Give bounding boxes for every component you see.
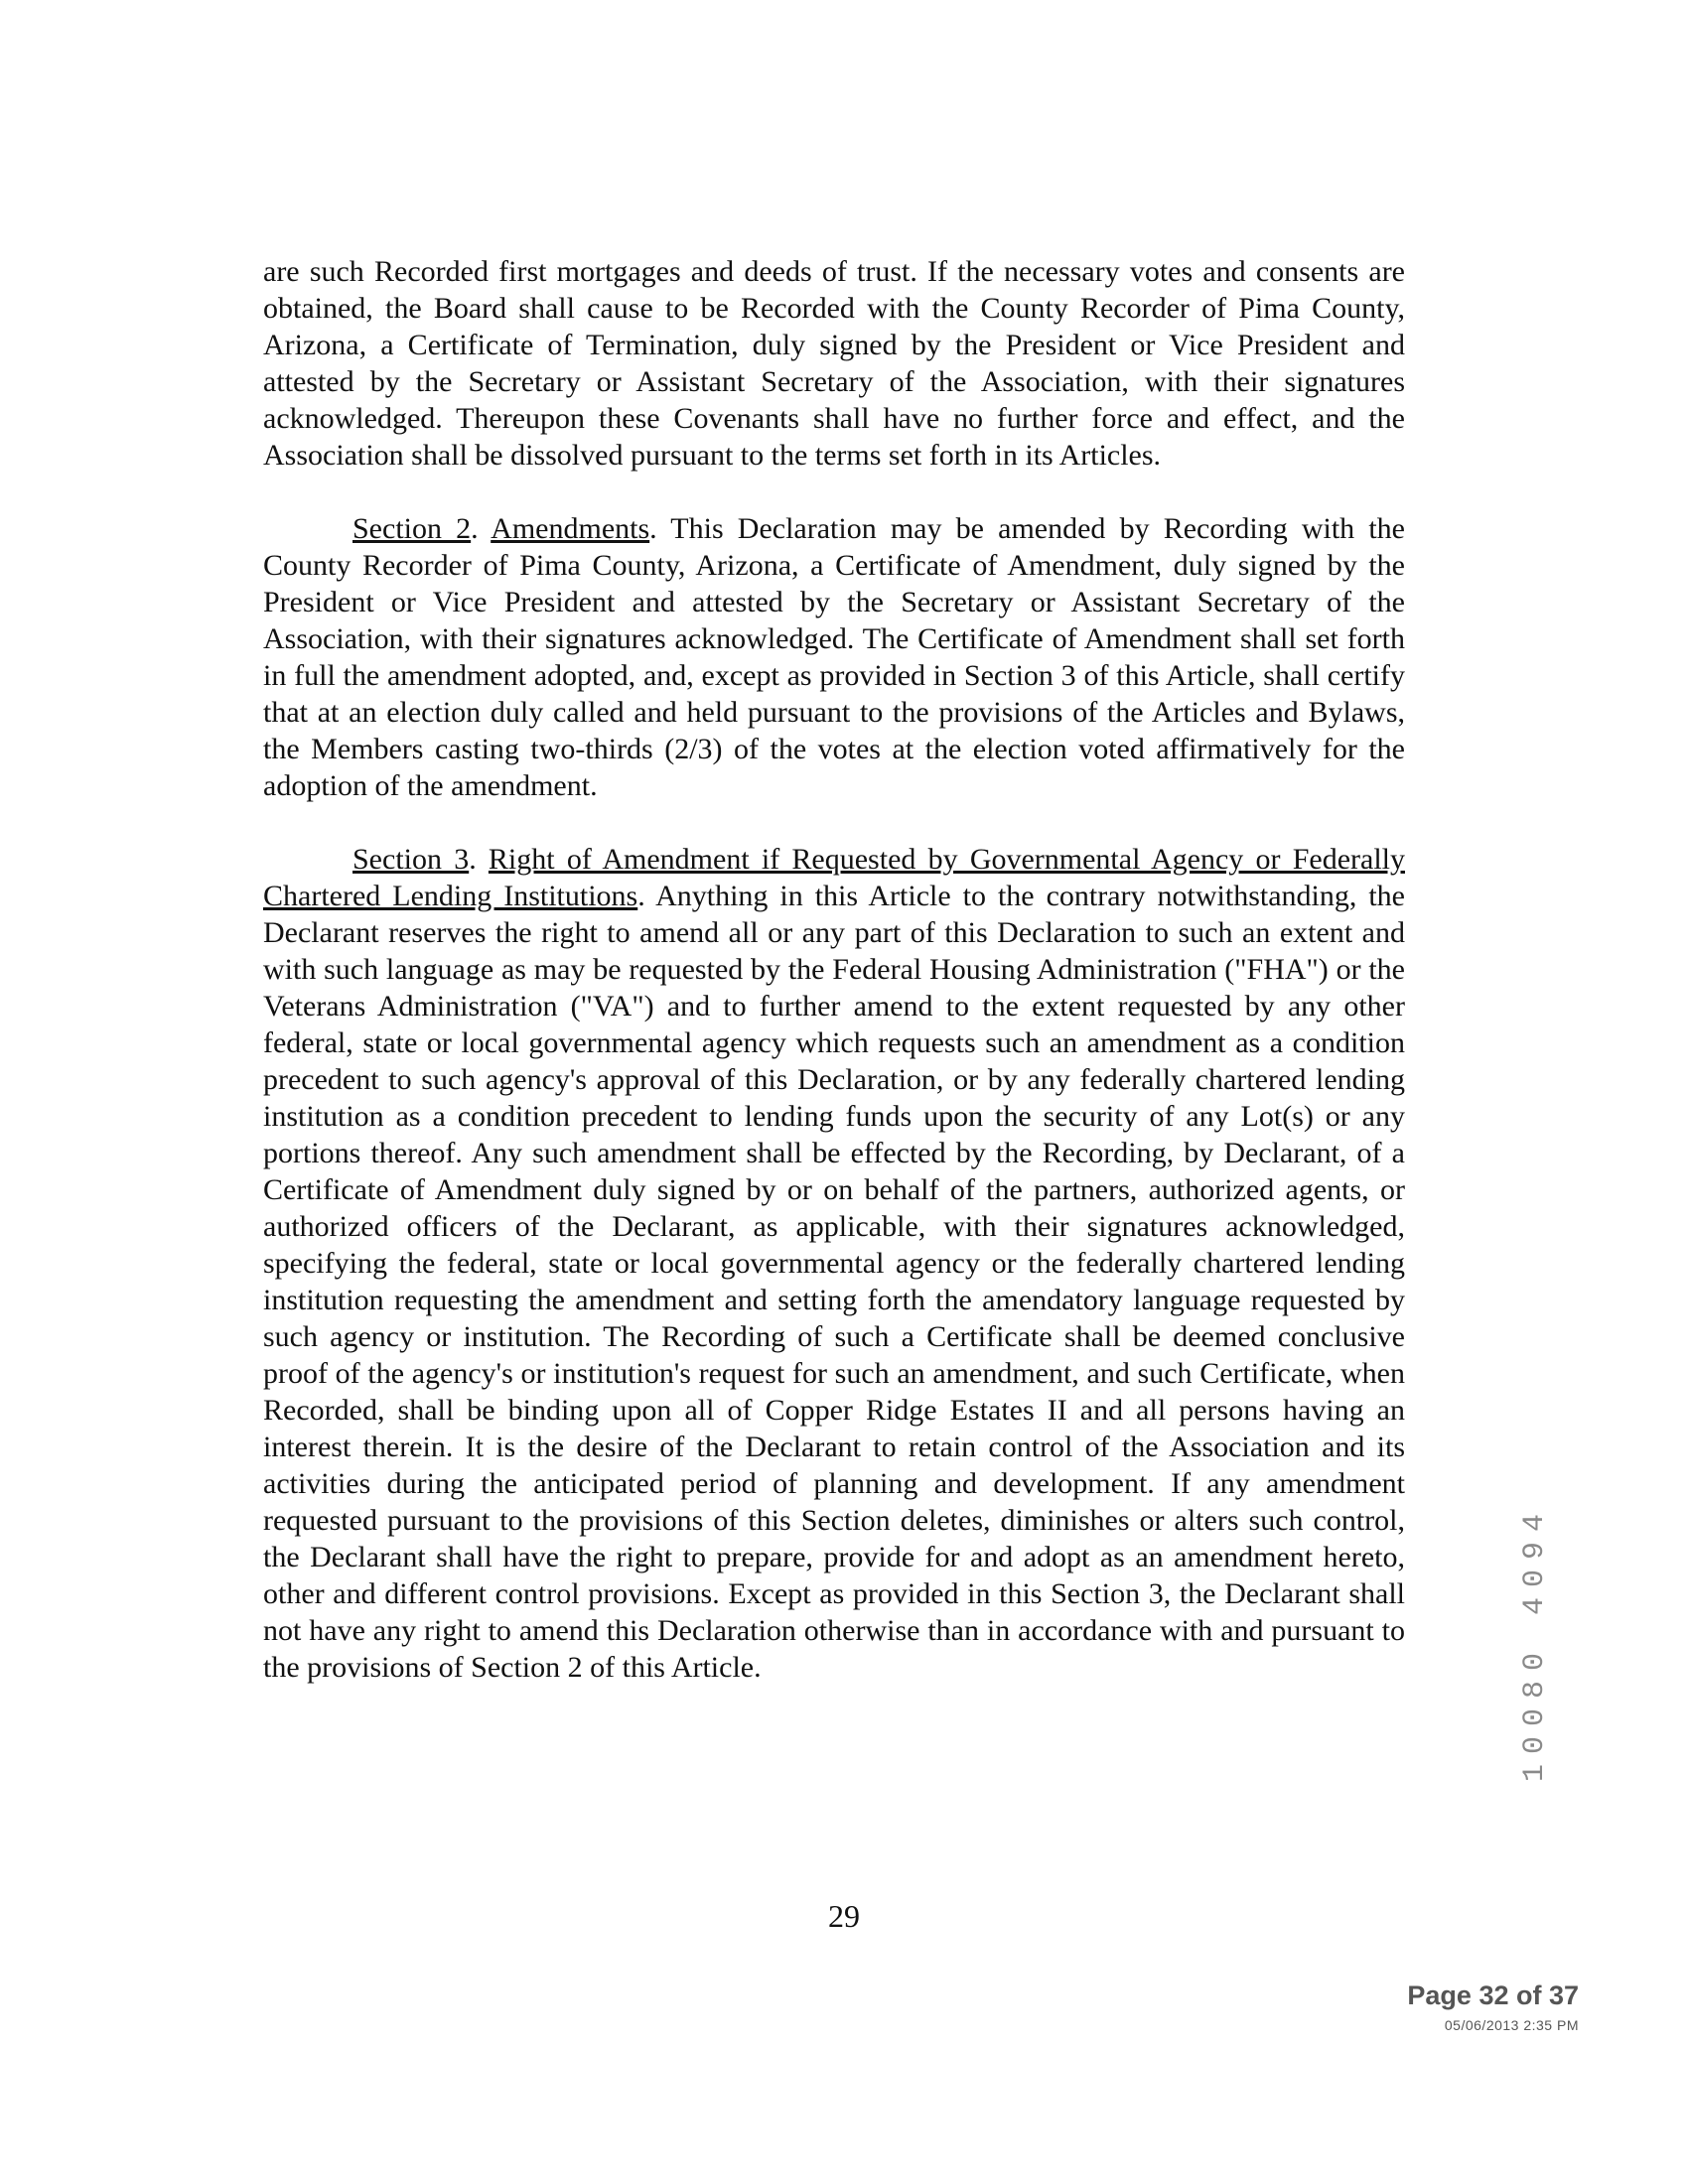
section-2-number: Section 2 bbox=[352, 512, 472, 545]
side-stamp-text: 10080 4094 bbox=[1518, 1503, 1552, 1783]
section-3-body: Anything in this Article to the contrary notwithstanding, the Declarant reserves the right to amend all or any part of this Declaration to such an extent and with such language as may be requested by the Federal Housing Administration ("FHA") or the Veterans Administration ("VA") and to further amend to the extent requested by any other federal, state or local governmental agency which requests such an amendment as a condition precedent to such agency's approval of this Declaration, or by any federally chartered lending institution as a condition precedent to lending funds upon the security of any Lot(s) or any portions thereof. Any such amendment shall be effected by the Recording, by Declarant, of a Certificate of Amendment duly signed by or on behalf of the partners, authorized agents, or authorized officers of the Declarant, as applicable, with their signatures acknowledged, specifying the federal, state or local governmental agency or the federally chartered lending institution requesting the amendment and setting forth the amendatory language requested by such agency or institution. The Recording of such a Certificate shall be deemed conclusive proof of the agency's or institution's request for such an amendment, and such Certificate, when Recorded, shall be binding upon all of Copper Ridge Estates II and all persons having an interest therein. It is the desire of the Declarant to retain control of the Association and its activities during the anticipated period of planning and development. If any amendment requested pursuant to the provisions of this Section deletes, diminishes or alters such control, the Declarant shall have the right to prepare, provide for and adopt as an amendment hereto, other and different control provisions. Except as provided in this Section 3, the Declarant shall not have any right to amend this Declaration otherwise than in accordance with and pursuant to the provisions of Section 2 of this Article. bbox=[263, 880, 1405, 1684]
section-3-title: Right of Amendment if Requested by Governmental Agency or Federally Chartered Lending Institutions bbox=[263, 843, 1405, 912]
document-body bbox=[263, 253, 1405, 1722]
section-3-number: Section 3 bbox=[352, 843, 470, 876]
paragraph-termination: are such Recorded first mortgages and deeds of trust. If the necessary votes and consents are obtained, the Board shall cause to be Recorded with the County Recorder of Pima County, Arizona, a Certificate of Termination, duly signed by the President or Vice President and attested by the Secretary or Assistant Secretary of the Association, with their signatures acknowledged. Thereupon these Covenants shall have no further force and effect, and the Association shall be dissolved pursuant to the terms set forth in its Articles. bbox=[263, 255, 1405, 472]
footer-datetime: 05/06/2013 2:35 PM bbox=[1444, 2017, 1579, 2033]
paragraph-section-2: Section 2. Amendments. This Declaration may be amended by Recording with the County Recorder of Pima County, Arizona, a Certificate of Amendment, duly signed by the President or Vice President and attested by the Secretary or Assistant Secretary of the Association, with their signatures acknowledged. The Certificate of Amendment shall set forth in full the amendment adopted, and, except as provided in Section 3 of this Article, shall certify that at an election duly called and held pursuant to the provisions of the Articles and Bylaws, the Members casting two-thirds (2/3) of the votes at the election voted affirmatively for the adoption of the amendment. bbox=[263, 512, 1405, 802]
section-2-title: Amendments bbox=[491, 512, 650, 545]
page-number: 29 bbox=[828, 1898, 860, 1934]
section-2-body: This Declaration may be amended by Recording with the County Recorder of Pima County, Arizona, a Certificate of Amendment, duly signed by the President or Vice President and attested by the Secretary or Assistant Secretary of the Association, with their signatures acknowledged. The Certificate of Amendment shall set forth in full the amendment adopted, and, except as provided in Section 3 of this Article, shall certify that at an election duly called and held pursuant to the provisions of the Articles and Bylaws, the Members casting two-thirds (2/3) of the votes at the election voted affirmatively for the adoption of the amendment. bbox=[263, 512, 1405, 802]
footer-page-label: Page 32 of 37 bbox=[1407, 1980, 1579, 2010]
recording-side-stamp bbox=[1517, 1484, 1553, 1802]
paragraph-section-3: Section 3. Right of Amendment if Requested by Governmental Agency or Federally Chartered Lending Institutions. Anything in this Article to the contrary notwithstanding, the Declarant reserves the right to amend all or any part of this Declaration to such an extent and with such language as may be requested by the Federal Housing Administration ("FHA") or the Veterans Administration ("VA") and to further amend to the extent requested by any other federal, state or local governmental agency which requests such an amendment as a condition precedent to such agency's approval of this Declaration, or by any federally chartered lending institution as a condition precedent to lending funds upon the security of any Lot(s) or any portions thereof. Any such amendment shall be effected by the Recording, by Declarant, of a Certificate of Amendment duly signed by or on behalf of the partners, authorized agents, or authorized officers of the Declarant, as applicable, with their signatures acknowledged, specifying the federal, state or local governmental agency or the federally chartered lending institution requesting the amendment and setting forth the amendatory language requested by such agency or institution. The Recording of such a Certificate shall be deemed conclusive proof of the agency's or institution's request for such an amendment, and such Certificate, when Recorded, shall be binding upon all of Copper Ridge Estates II and all persons having an interest therein. It is the desire of the Declarant to retain control of the Association and its activities during the anticipated period of planning and development. If any amendment requested pursuant to the provisions of this Section deletes, diminishes or alters such control, the Declarant shall have the right to prepare, provide for and adopt as an amendment hereto, other and different control provisions. Except as provided in this Section 3, the Declarant shall not have any right to amend this Declaration otherwise than in accordance with and pursuant to the provisions of Section 2 of this Article. bbox=[263, 843, 1405, 1684]
